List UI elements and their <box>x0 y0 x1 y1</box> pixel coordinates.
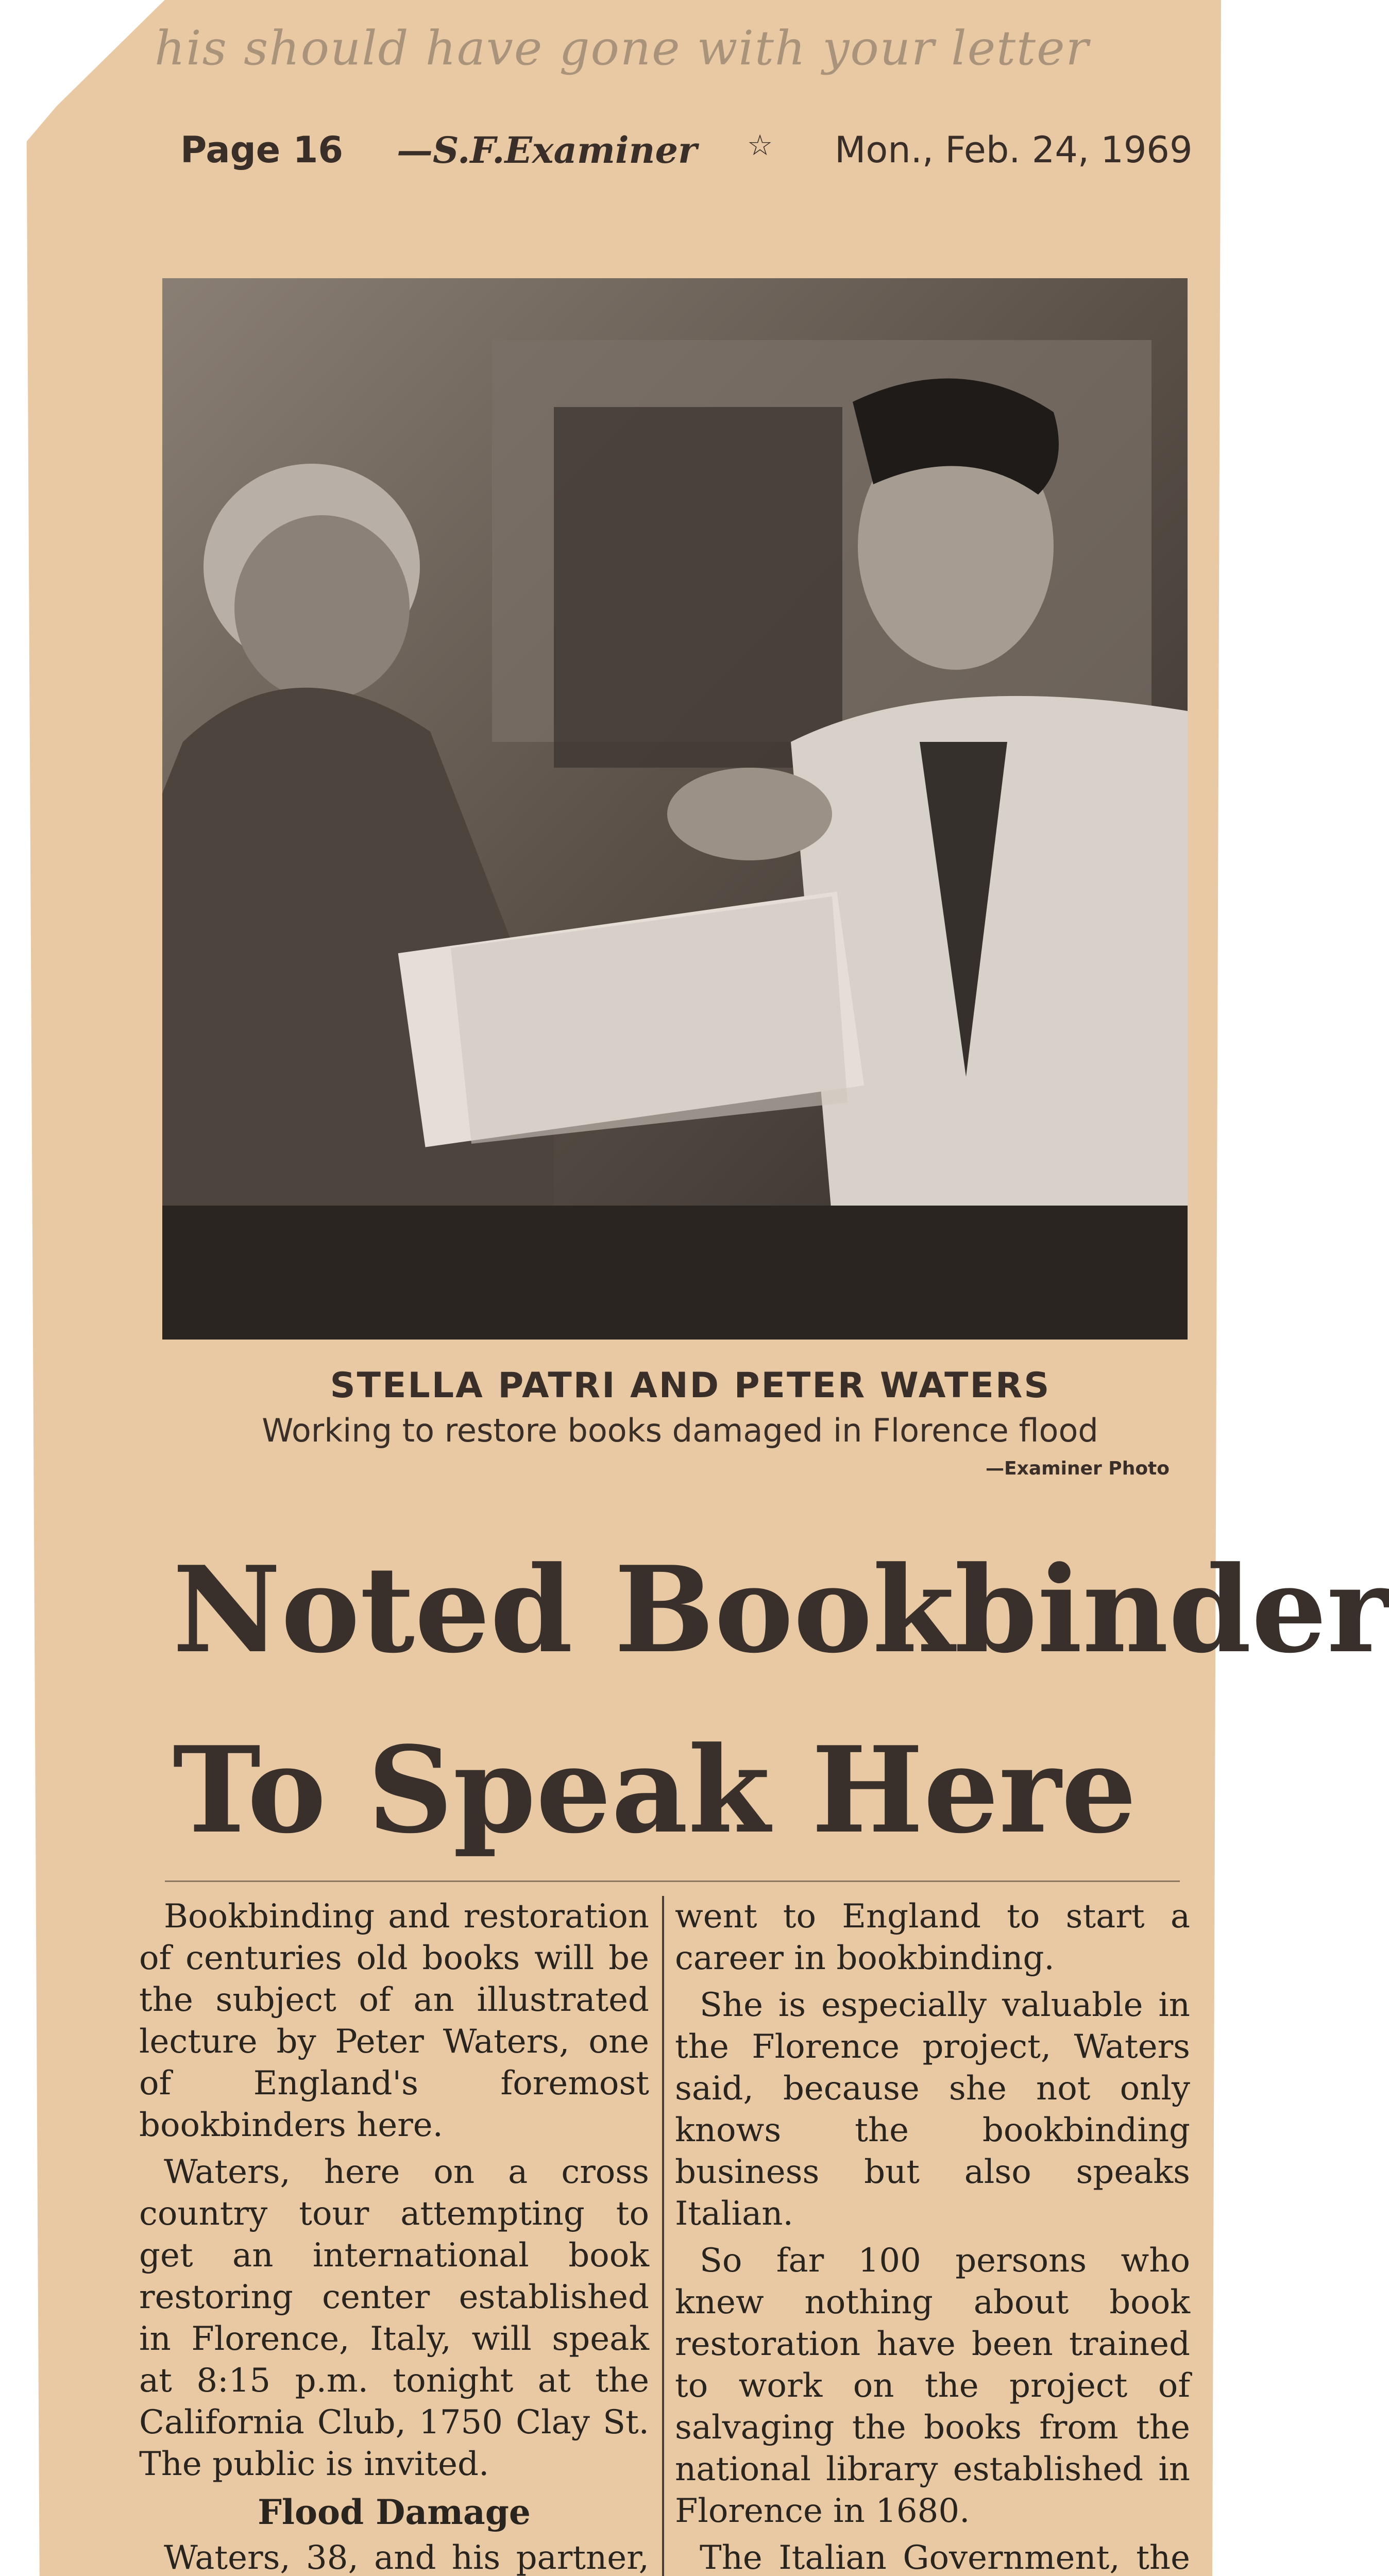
article-paragraph: Waters, here on a cross country tour attempting to get an international book restoring center established in Florence, Italy, will speak at 8:15 p.m. tonight at the California Club, 1750 Clay St. The public is invited. <box>139 2153 649 2483</box>
article-column-left <box>139 1896 649 2576</box>
headline-line-1: Noted Bookbinder <box>173 1540 1389 1680</box>
star-icon: ☆ <box>747 129 773 162</box>
headline-line-2: To Speak Here <box>173 1721 1137 1860</box>
photo-image <box>162 278 1188 1340</box>
newspaper-name: —S.F.Examiner <box>397 129 697 172</box>
article-paragraph: went to England to start a career in bookbinding. <box>675 1897 1190 1977</box>
photo-credit: —Examiner Photo <box>986 1458 1170 1479</box>
article-paragraph: The Italian Government, the <box>700 2539 1190 2576</box>
photo-caption-text: Working to restore books damaged in Florence flood <box>262 1412 1098 1449</box>
column-divider <box>662 1896 664 2576</box>
headline-divider <box>165 1880 1180 1882</box>
article-paragraph: Waters, 38, and his partner, <box>164 2539 649 2576</box>
photo-caption-title: STELLA PATRI AND PETER WATERS <box>330 1365 1051 1406</box>
subhead-flood-damage: Flood Damage <box>258 2492 531 2532</box>
page-header <box>180 124 1211 185</box>
article-paragraph: Bookbinding and restoration of centuries old books will be the subject of an illustrated lecture by Peter Waters, one of England's foremost bookbinders here. <box>139 1897 649 2144</box>
article-column-right <box>675 1896 1190 2576</box>
handwritten-note: his should have gone with your letter <box>155 21 1090 76</box>
page-number: Page 16 <box>180 129 344 171</box>
news-photo <box>162 278 1188 1340</box>
issue-date: Mon., Feb. 24, 1969 <box>835 129 1193 171</box>
article-paragraph: So far 100 persons who knew nothing about book restoration have been trained to work on the project of salvaging the books from the national library established in Florence in 1680. <box>675 2242 1190 2530</box>
article-paragraph: She is especially valuable in the Florence project, Waters said, because she not only knows the bookbinding business but also speaks Italian. <box>675 1986 1190 2233</box>
